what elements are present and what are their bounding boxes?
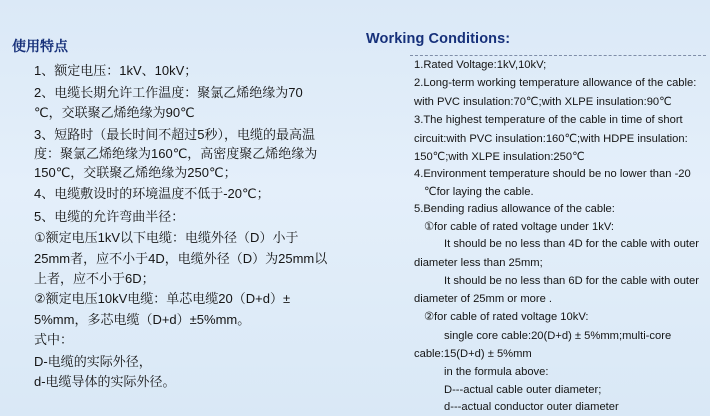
english-line: single core cable:20(D+d) ± 5%mm;multi-core: [444, 330, 672, 342]
chinese-line: 度：聚氯乙烯绝缘为160℃，高密度聚乙烯绝缘为: [34, 146, 318, 161]
english-line: 2.Long-term working temperature allowance of the cable:: [414, 77, 697, 89]
english-line: with PVC insulation:70℃;with XLPE insulation:90℃: [414, 96, 672, 108]
english-line: D---actual cable outer diameter;: [444, 384, 602, 396]
chinese-line: D-电缆的实际外径，: [34, 354, 152, 369]
english-line: It should be no less than 4D for the cable with outer: [444, 238, 699, 250]
heading-divider: [410, 55, 706, 56]
english-line: 1.Rated Voltage:1kV,10kV;: [414, 59, 547, 71]
english-line: 150℃;with XLPE insulation:250℃: [414, 151, 585, 163]
chinese-line: 4、电缆敷设时的环境温度不低于-20℃；: [34, 186, 270, 201]
chinese-line: 25mm者，应不小于4D，电缆外径（D）为25mm以: [34, 251, 328, 266]
english-line: ①for cable of rated voltage under 1kV:: [424, 221, 614, 233]
english-line: in the formula above:: [444, 366, 549, 378]
chinese-line: 5%mm，多芯电缆（D+d）±5%mm。: [34, 312, 251, 327]
chinese-line: ②额定电压10kV电缆：单芯电缆20（D+d）±: [34, 291, 291, 306]
chinese-line: 1、额定电压：1kV、10kV；: [34, 63, 198, 78]
chinese-line: 3、短路时（最长时间不超过5秒），电缆的最高温: [34, 127, 315, 142]
english-line: diameter less than 25mm;: [414, 257, 543, 269]
chinese-line: 上者，应不小于6D；: [34, 271, 155, 286]
english-line: ℃for laying the cable.: [424, 186, 534, 198]
chinese-line: 150℃，交联聚乙烯绝缘为250℃；: [34, 165, 237, 180]
english-line: diameter of 25mm or more .: [414, 293, 553, 305]
english-line: circuit:with PVC insulation:160℃;with HDPE insulation:: [414, 133, 688, 145]
english-line: cable:15(D+d) ± 5%mm: [414, 348, 532, 360]
english-line: It should be no less than 6D for the cable with outer: [444, 275, 699, 287]
english-line: d---actual conductor outer diameter: [444, 401, 619, 413]
section-title-chinese: 使用特点: [12, 38, 68, 54]
english-line: 3.The highest temperature of the cable in time of short: [414, 114, 683, 126]
english-line: ②for cable of rated voltage 10kV:: [424, 311, 589, 323]
chinese-line: ①额定电压1kV以下电缆：电缆外径（D）小于: [34, 230, 299, 245]
english-line: 5.Bending radius allowance of the cable:: [414, 203, 615, 215]
section-title-english: Working Conditions:: [366, 31, 511, 47]
chinese-line: ℃，交联聚乙烯绝缘为90℃: [34, 105, 195, 120]
english-line: 4.Environment temperature should be no lower than -20: [414, 168, 691, 180]
chinese-line: 2、电缆长期允许工作温度：聚氯乙烯绝缘为70: [34, 85, 303, 100]
chinese-line: 式中：: [34, 332, 74, 347]
chinese-line: d-电缆导体的实际外径。: [34, 374, 176, 389]
chinese-line: 5、电缆的允许弯曲半径：: [34, 209, 185, 224]
